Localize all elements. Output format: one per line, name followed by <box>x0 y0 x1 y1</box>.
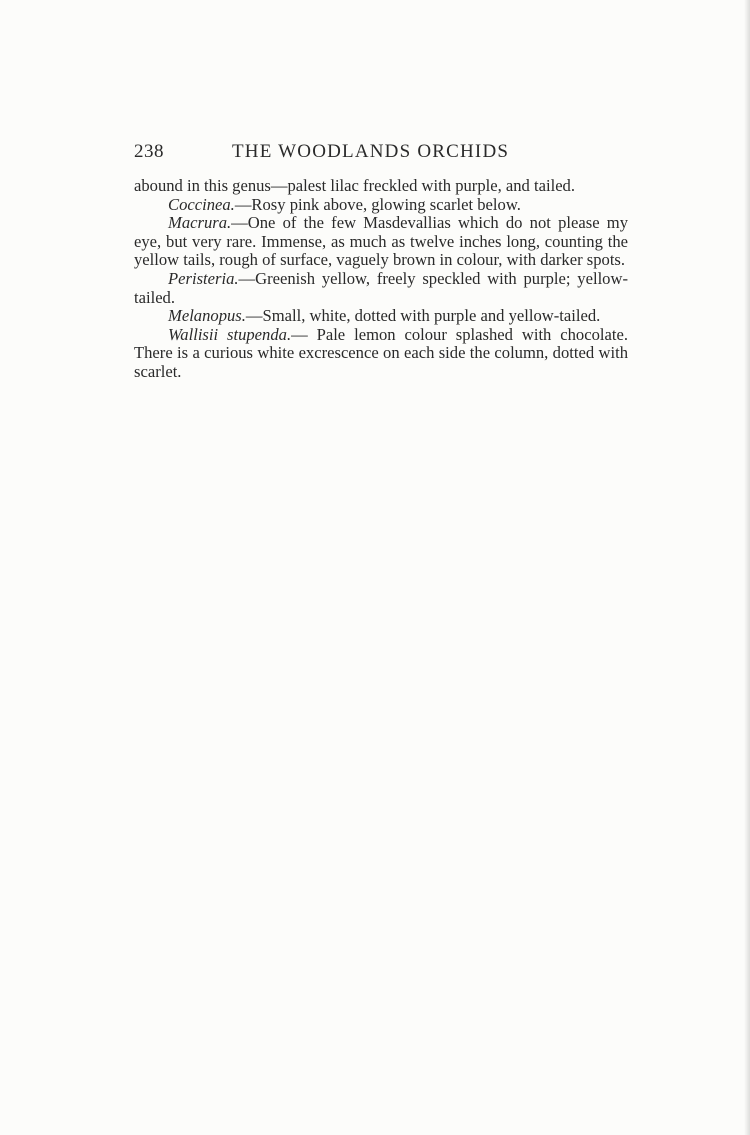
paragraph-text: abound in this genus—palest lilac freckled with purple, and tailed. <box>134 176 575 195</box>
paragraph-text: —Rosy pink above, glowing scarlet below. <box>234 194 521 214</box>
running-title: THE WOODLANDS ORCHIDS <box>232 141 510 162</box>
page-edge-shadow <box>744 0 750 1135</box>
species-name: Coccinea. <box>168 194 235 214</box>
paragraph-melanopus <box>134 307 628 326</box>
species-name: Melanopus. <box>168 306 246 326</box>
running-head <box>134 141 630 167</box>
paragraph-macrura <box>134 214 628 270</box>
paragraph-wallisii-stupenda <box>134 326 628 382</box>
species-name: Macrura. <box>168 213 232 233</box>
body-text <box>134 177 628 382</box>
paragraph-text: —One of the few Masdevallias which do not please my eye, but very rare. Immense, as much as twelve inches long, counting the yellow tails, rough of surface, vaguely brown in colour, with darker spots. <box>134 213 628 270</box>
paragraph-text: —Greenish yellow, freely speckled with purple; yellow-tailed. <box>134 268 628 307</box>
paragraph-continuation <box>134 177 628 196</box>
paragraph-coccinea <box>134 196 628 215</box>
paragraph-peristeria <box>134 270 628 307</box>
page-number: 238 <box>134 141 164 162</box>
paragraph-text: — Pale lemon colour splashed with chocolate. There is a curious white excrescence on each side the column, dotted with scarlet. <box>134 324 628 381</box>
species-name: Peristeria. <box>168 268 239 288</box>
species-name: Wallisii stupenda. <box>168 324 292 344</box>
paragraph-text: —Small, white, dotted with purple and yellow-tailed. <box>245 306 601 326</box>
